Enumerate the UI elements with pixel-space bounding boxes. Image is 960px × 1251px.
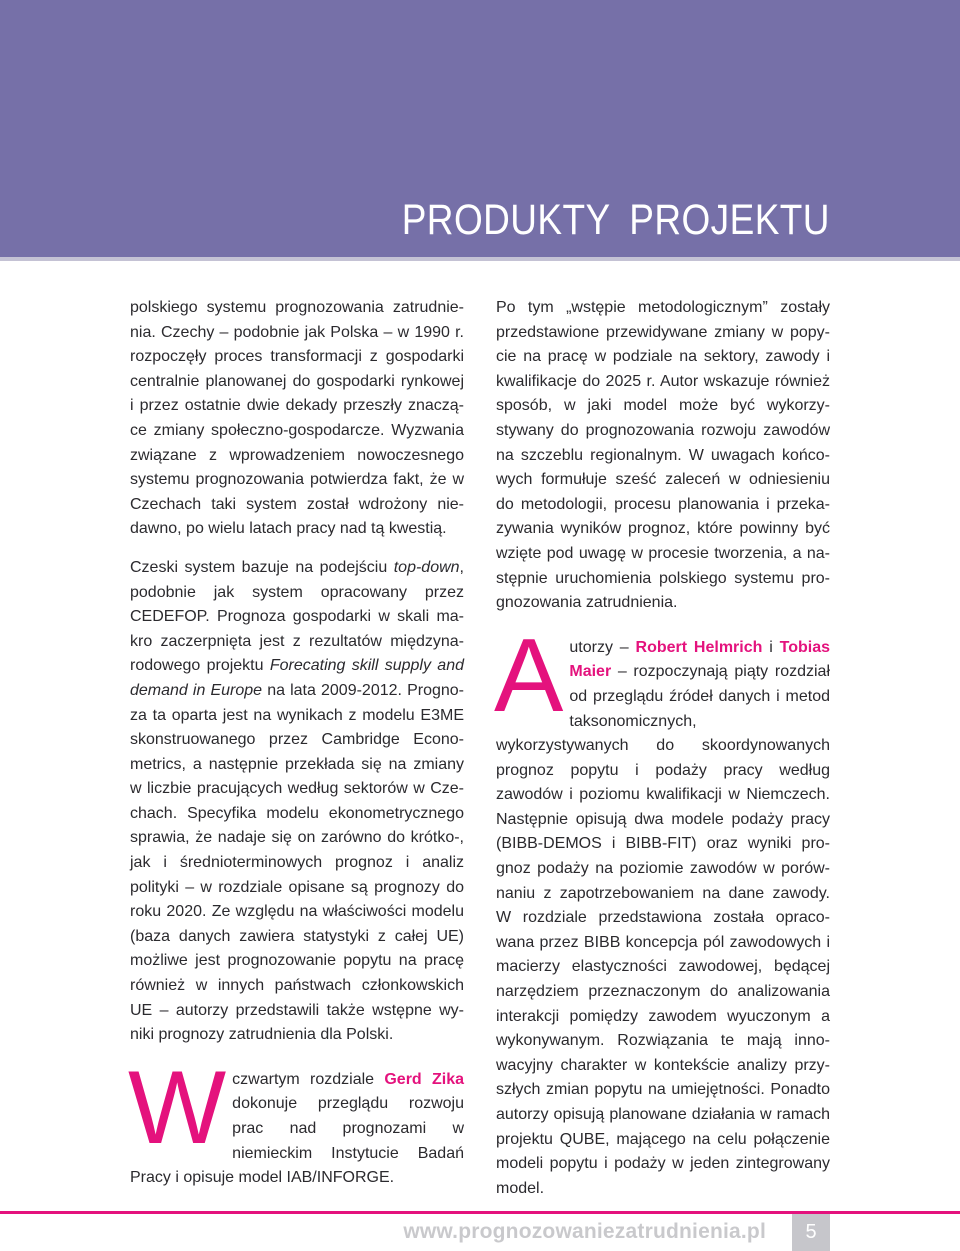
right-paragraph-1: Po tym „wstępie metodologicznym” zostały przedstawione przewidywane zmiany w popycie na pracę w podziale na sektory, zawody i kwalifikacje do 2025 r. Autor wskazuje również sposób, w jaki model może być wykorzystywany do prognozowania rozwoju zawodów na szczeblu regionalnym. W uwagach końcowych formułuje sześć zaleceń w odniesieniu do metodologii, procesu planowania i przekazywania wyników prognoz, które powinny być wzięte pod uwagę w procesie tworzenia, a następnie uruchomienia polskiego systemu prognozowania zatrudnienia. (496, 299, 830, 612)
drop-cap-a: A (494, 617, 564, 734)
left-column (130, 296, 464, 1191)
footer-website-link[interactable]: www.prognozowaniezatrudnienia.pl (403, 1220, 766, 1243)
right-column (496, 296, 830, 1201)
right-paragraph-2-text-c: – rozpoczynają piąty rozdział od przeglądu źródeł danych i metod taksonomicznych, wykorzystywanych do skoordynowanych prognoz popytu i podaży pracy według zawodów i poziomu kwalifikacji w Niemczech. Następnie opisują dwa modele podaży pracy (BIBB-DEMOS i BIBB-FIT) oraz wyniki prognoz podaży na poziomie zawodów w porównaniu z zapotrzebowaniem na dane zawody. W rozdziale przedstawiona została opracowana przez BIBB koncepcja pól zawodowych i macierzy elastyczności zawodowej, będącej narzędziem przeznaczonym do analizowania interakcji pomiędzy zawodem wyuczonym a wykonywanym. Rozwiązania te mają innowacyjny charakter w kontekście analizy przyszłych zmian popytu na umiejętności. Ponadto autorzy opisują planowane działania w ramach projektu QUBE, mającego na celu połączenie modeli popytu i podaży w jeden zintegrowany model. (496, 663, 830, 1197)
italic-project-title: Forecating skill supply and demand in Europe (130, 657, 464, 699)
header-divider (0, 257, 960, 261)
right-paragraph-2-text-b: i (762, 638, 780, 656)
page-number: 5 (792, 1214, 830, 1251)
author-name-tobias-maier: Tobias Maier (569, 638, 831, 681)
right-paragraph-2 (494, 617, 831, 1202)
left-paragraph-3 (128, 1049, 464, 1191)
left-paragraph-3-text-b: dokonuje przeglądu rozwoju prac nad prognozami w niemieckim Instytucie Badań Pracy i opisuje model IAB/INFORGE. (130, 1095, 464, 1187)
right-paragraph-2-text-a: utorzy – (569, 638, 636, 656)
left-paragraph-3-text-a: czwartym rozdziale (232, 1070, 385, 1088)
left-paragraph-2 (130, 556, 464, 1048)
section-title: PRODUKTY PROJEKTU (401, 196, 830, 244)
left-paragraph-2-text-b: , podobnie jak system opracowany przez CEDEFOP. Prognoza gospodarki w skali makro zaczerpnięta jest z rezultatów międzynarodowego projektu (130, 558, 464, 675)
author-name-gerd-zika: Gerd Zika (384, 1070, 464, 1088)
left-paragraph-2-text-a: Czeski system bazuje na podejściu (130, 558, 394, 576)
author-name-robert-helmrich: Robert Helmrich (635, 638, 763, 656)
left-paragraph-1: polskiego systemu prognozowania zatrudnienia. Czechy – podobnie jak Polska – w 1990 r. rozpoczęły proces transformacji z gospodarki centralnie planowanej do gospodarki rynkowej i przez ostatnie dwie dekady przeszły znaczące zmiany społeczno-gospodarcze. Wyzwania związane z wprowadzeniem nowoczesnego systemu prognozowania potwierdza fakt, że w Czechach taki system został wdrożony niedawno, po wielu latach pracy nad tą kwestią. (130, 299, 464, 538)
left-paragraph-2-text-c: na lata 2009-2012. Prognoza ta oparta jest na wynikach z modelu E3ME skonstruowanego przez Cambridge Econometrics, a następnie przekłada się na zmiany w liczbie pracujących według sektorów w Czechach. Specyfika modelu ekonometrycznego sprawia, że nadaje się on zarówno do krótko-, jak i średnioterminowych prognoz i analiz polityki – w rozdziale opisane są prognozy do roku 2020. Ze względu na właściwości modelu (baza danych zawiera statystyki z całej UE) możliwe jest prognozowanie popytu na pracę również w innych państwach członkowskich UE – autorzy przedstawili także wstępne wyniki prognozy zatrudnienia dla Polski. (130, 681, 464, 1044)
italic-term-top-down: top-down (393, 558, 460, 576)
drop-cap-w: W (128, 1049, 227, 1166)
